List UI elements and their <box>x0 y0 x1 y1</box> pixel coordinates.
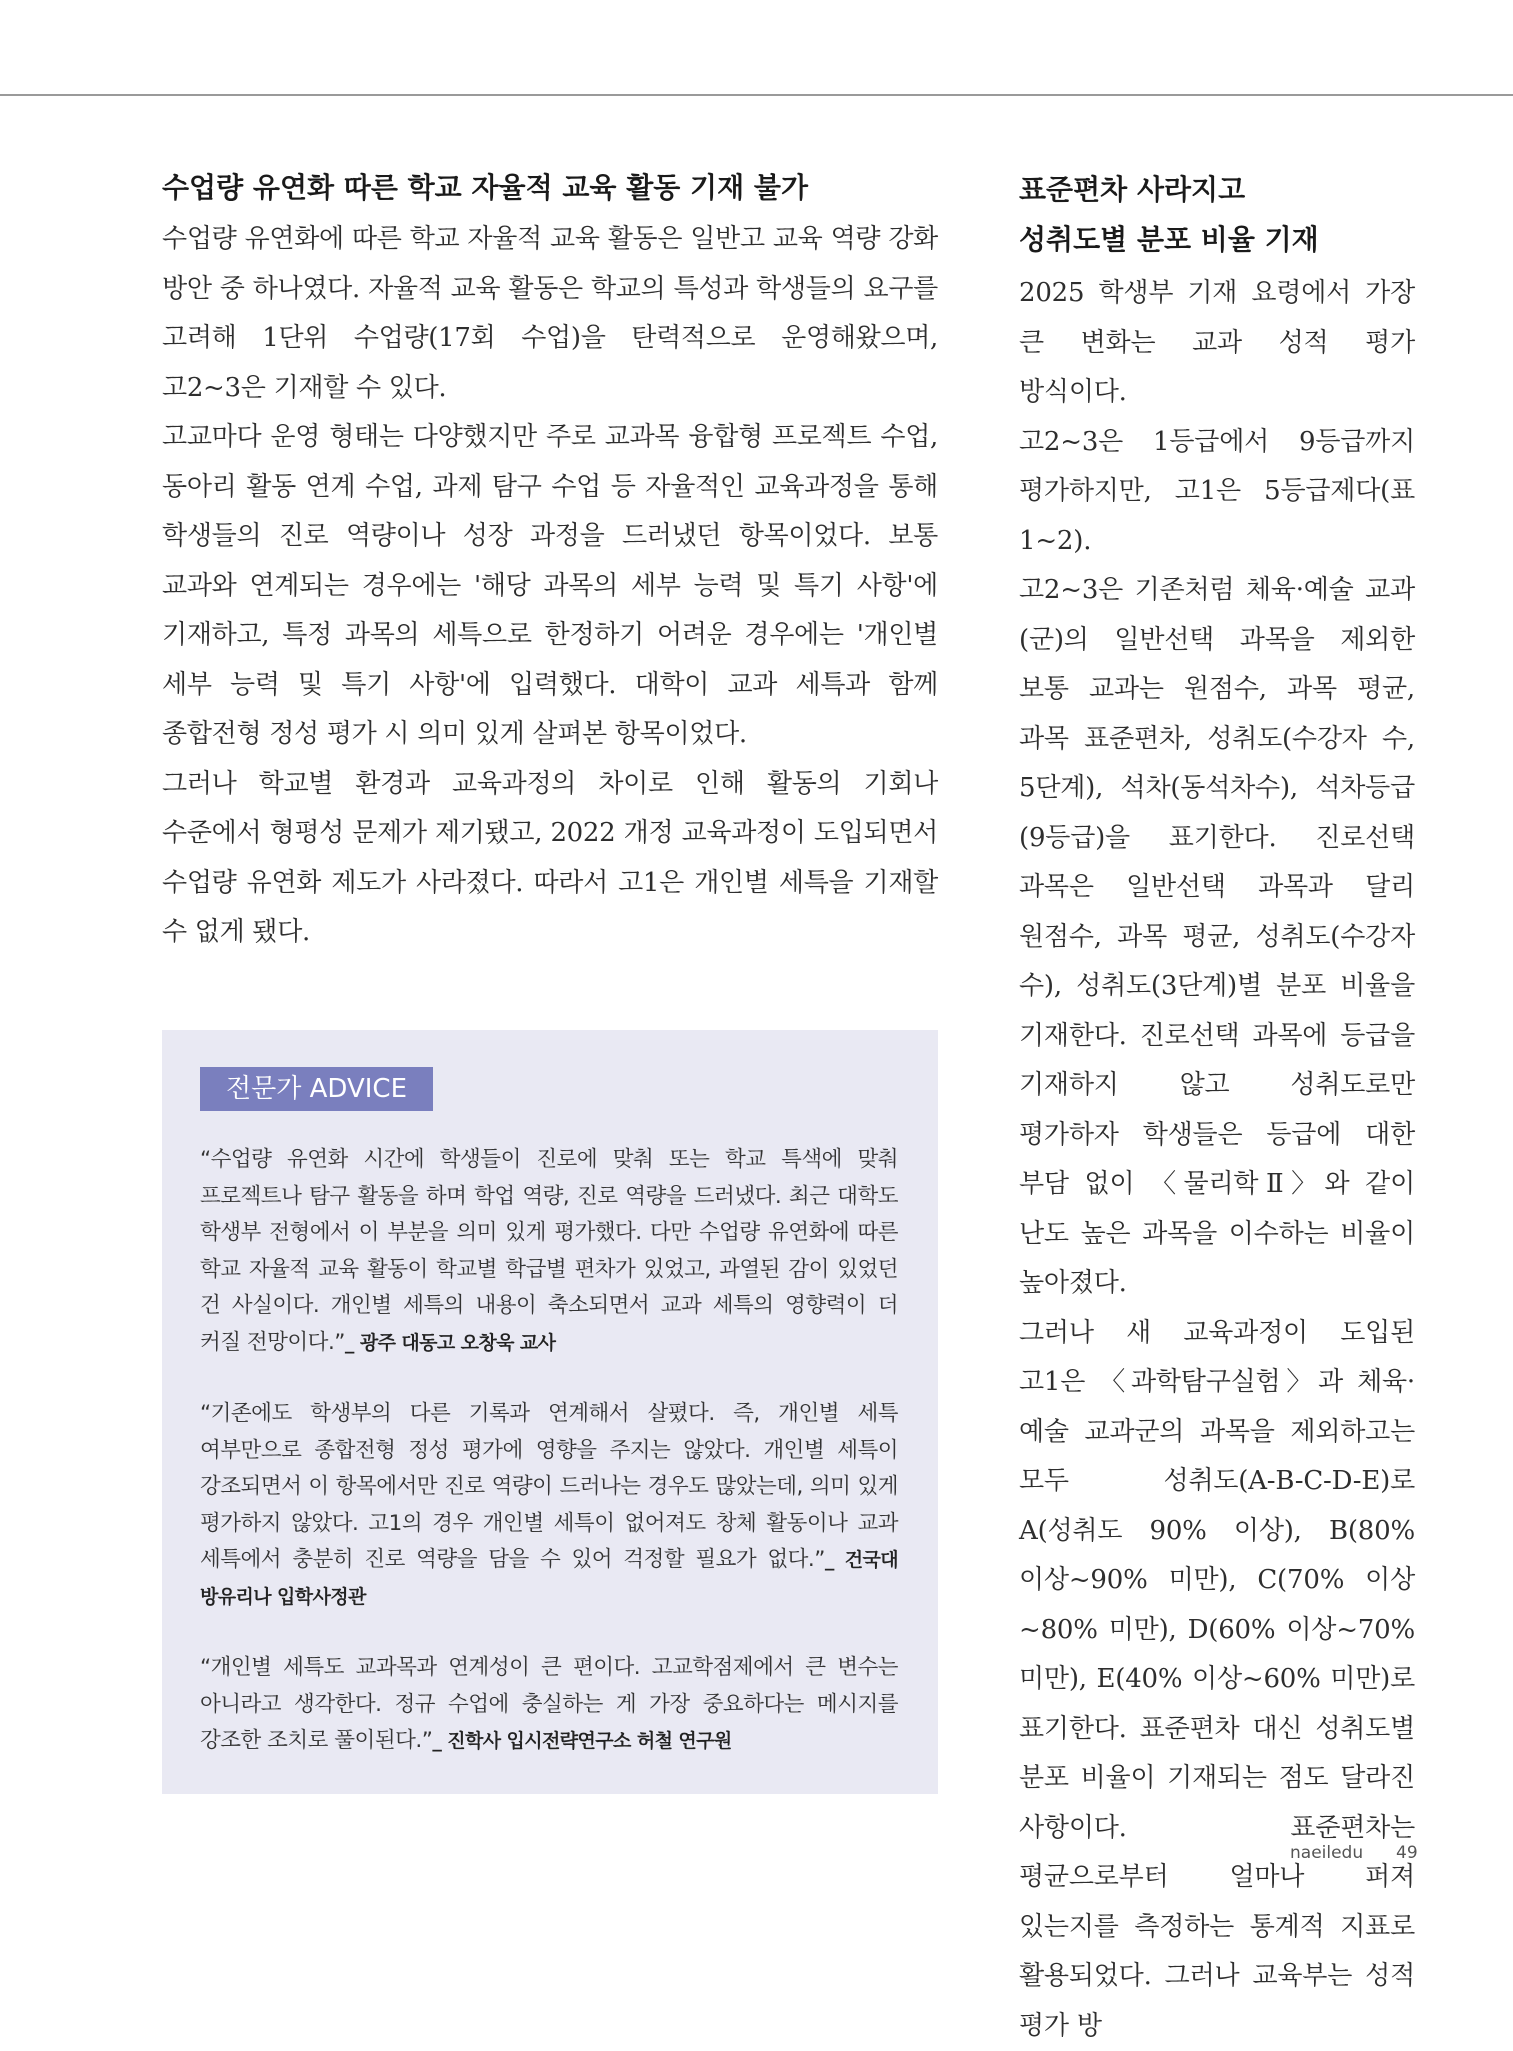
top-divider <box>0 94 1513 96</box>
quote-attribution: _ 광주 대동고 오창욱 교사 <box>345 1332 556 1354</box>
advice-tag: 전문가 ADVICE <box>200 1067 433 1111</box>
body-paragraph: 고2~3은 1등급에서 9등급까지 평가하지만, 고1은 5등급제다(표 1~2). <box>1019 418 1415 567</box>
left-column <box>162 165 938 958</box>
quote-attribution: _ 건국대 방유리나 입학사정관 <box>200 1549 898 1608</box>
page-number: 49 <box>1396 1843 1418 1863</box>
expert-quote <box>200 1650 898 1760</box>
body-paragraph: 고교마다 운영 형태는 다양했지만 주로 교과목 융합형 프로젝트 수업, 동아리 활동 연계 수업, 과제 탐구 수업 등 자율적인 교육과정을 통해 학생들의 진로 역량이나 성장 과정을 드러냈던 항목이었다. 보통 교과와 연계되는 경우에는 '해당 과목의 세부 능력 및 특기 사항'에 기재하고, 특정 과목의 세특으로 한정하기 어려운 경우에는 '개인별 세부 능력 및 특기 사항'에 입력했다. 대학이 교과 세특과 함께 종합전형 정성 평가 시 의미 있게 살펴본 항목이었다. <box>162 413 938 760</box>
section-title-left: 수업량 유연화 따른 학교 자율적 교육 활동 기재 불가 <box>162 165 938 211</box>
body-paragraph: 수업량 유연화에 따른 학교 자율적 교육 활동은 일반고 교육 역량 강화 방안 중 하나였다. 자율적 교육 활동은 학교의 특성과 학생들의 요구를 고려해 1단위 수업량(17회 수업)을 탄력적으로 운영해왔으며, 고2~3은 기재할 수 있다. <box>162 215 938 413</box>
section-title-right <box>1019 165 1415 265</box>
quote-text: “개인별 세특도 교과목과 연계성이 큰 편이다. 고교학점제에서 큰 변수는 아니라고 생각한다. 정규 수업에 충실하는 게 가장 중요하다는 메시지를 강조한 조치로 풀이된다.” <box>200 1655 898 1753</box>
footer-brand: naeiledu <box>1290 1843 1363 1863</box>
right-column <box>1019 165 1415 2051</box>
body-paragraph: 2025 학생부 기재 요령에서 가장 큰 변화는 교과 성적 평가 방식이다. <box>1019 269 1415 418</box>
body-paragraph: 고2~3은 기존처럼 체육·예술 교과(군)의 일반선택 과목을 제외한 보통 교과는 원점수, 과목 평균, 과목 표준편차, 성취도(수강자 수, 5단계), 석차(동석차수), 석차등급(9등급)을 표기한다. 진로선택 과목은 일반선택 과목과 달리 원점수, 과목 평균, 성취도(수강자 수), 성취도(3단계)별 분포 비율을 기재한다. 진로선택 과목에 등급을 기재하지 않고 성취도로만 평가하자 학생들은 등급에 대한 부담 없이 〈물리학Ⅱ〉와 같이 난도 높은 과목을 이수하는 비율이 높아졌다. <box>1019 566 1415 1309</box>
title-line: 성취도별 분포 비율 기재 <box>1019 223 1319 256</box>
quote-attribution: _ 진학사 입시전략연구소 허철 연구원 <box>432 1730 731 1752</box>
expert-quote <box>200 1142 898 1361</box>
title-line: 표준편차 사라지고 <box>1019 173 1245 206</box>
quote-text: “수업량 유연화 시간에 학생들이 진로에 맞춰 또는 학교 특색에 맞춰 프로젝트나 탐구 활동을 하며 학업 역량, 진로 역량을 드러냈다. 최근 대학도 학생부 전형에서 이 부분을 의미 있게 평가했다. 다만 수업량 유연화에 따른 학교 자율적 교육 활동이 학교별 학급별 편차가 있었고, 과열된 감이 있었던 건 사실이다. 개인별 세특의 내용이 축소되면서 교과 세특의 영향력이 더 커질 전망이다.” <box>200 1147 898 1355</box>
body-paragraph: 그러나 새 교육과정이 도입된 고1은 〈과학탐구실험〉과 체육·예술 교과군의 과목을 제외하고는 모두 성취도(A-B-C-D-E)로 A(성취도 90% 이상), B(80% 이상~90% 미만), C(70% 이상~80% 미만), D(60% 이상~70% 미만), E(40% 이상~60% 미만)로 표기한다. 표준편차 대신 성취도별 분포 비율이 기재되는 점도 달라진 사항이다. 표준편차는 평균으로부터 얼마나 퍼져 있는지를 측정하는 통계적 지표로 활용되었다. 그러나 교육부는 성적 평가 방 <box>1019 1309 1415 2051</box>
expert-quote <box>200 1396 898 1615</box>
quote-text: “기존에도 학생부의 다른 기록과 연계해서 살폈다. 즉, 개인별 세특 여부만으로 종합전형 정성 평가에 영향을 주지는 않았다. 개인별 세특이 강조되면서 이 항목에서만 진로 역량이 드러나는 경우도 많았는데, 의미 있게 평가하지 않았다. 고1의 경우 개인별 세특이 없어져도 창체 활동이나 교과 세특에서 충분히 진로 역량을 담을 수 있어 걱정할 필요가 없다.” <box>200 1401 898 1572</box>
expert-advice-box <box>162 1030 938 1794</box>
body-paragraph: 그러나 학교별 환경과 교육과정의 차이로 인해 활동의 기회나 수준에서 형평성 문제가 제기됐고, 2022 개정 교육과정이 도입되면서 수업량 유연화 제도가 사라졌다. 따라서 고1은 개인별 세특을 기재할 수 없게 됐다. <box>162 760 938 958</box>
